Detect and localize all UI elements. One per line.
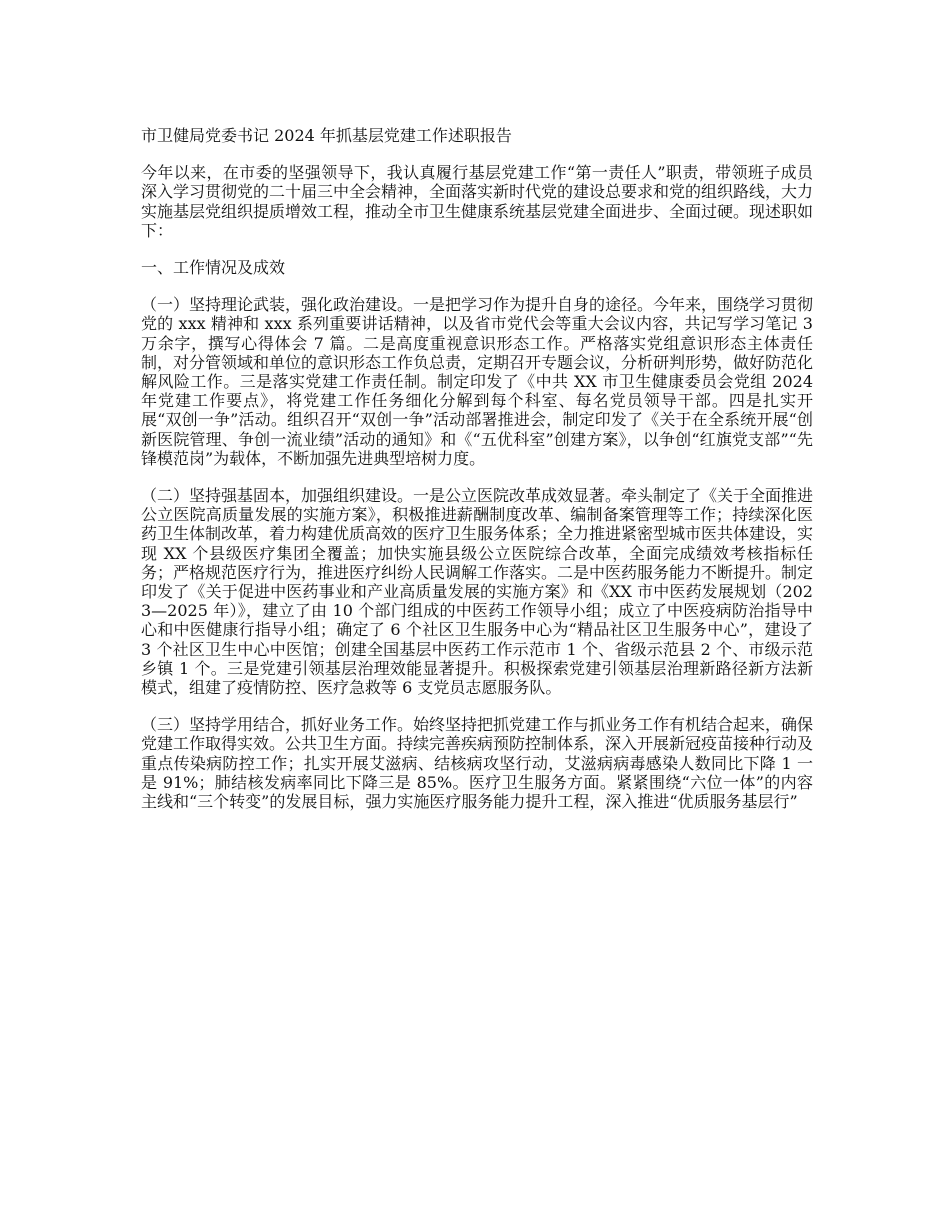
document-title: 市卫健局党委书记 2024 年抓基层党建工作述职报告 — [141, 126, 512, 145]
section-heading: 一、工作情况及成效 — [141, 258, 286, 278]
document-body — [141, 126, 813, 829]
paragraph-organization-building: （二）坚持强基固本，加强组织建设。一是公立医院改革成效显著。牵头制定了《关于全面推进公立医院高质量发展的实施方案》，积极推进薪酬制度改革、编制备案管理等工作；持续深化医药卫生体制改革，着力构建优质高效的医疗卫生服务体系；全力推进紧密型城市医共体建设，实现 XX 个县级医疗集团全覆盖；加快实施县级公立医院综合改革，全面完成绩效考核指标任务；严格规范医疗行为，推进医疗纠纷人民调解工作落实。二是中医药服务能力不断提升。制定印发了《关于促进中医药事业和产业高质量发展的实施方案》和《XX 市中医药发展规划（2023—2025 年）》，建立了由 10 个部门组成的中医药工作领导小组；成立了中医疫病防治指导中心和中医健康行指导小组；确定了 6 个社区卫生服务中心为“精品社区卫生服务中心”，建设了 3 个社区卫生中心中医馆；创建全国基层中医药工作示范市 1 个、省级示范县 2 个、市级示范乡镇 1 个。三是党建引领基层治理效能显著提升。积极探索党建引领基层治理新路径新方法新模式，组建了疫情防控、医疗急救等 6 支党员志愿服务队。 — [141, 486, 814, 698]
paragraph-theory-political-building: （一）坚持理论武装，强化政治建设。一是把学习作为提升自身的途径。今年来，围绕学习贯彻党的 xxx 精神和 xxx 系列重要讲话精神，以及省市党代会等重大会议内容，共记写学习笔记 3 万余字，撰写心得体会 7 篇。二是高度重视意识形态工作。严格落实党组意识形态主体责任制，对分管领域和单位的意识形态工作负总责，定期召开专题会议，分析研判形势，做好防范化解风险工作。三是落实党建工作责任制。制定印发了《中共 XX 市卫生健康委员会党组 2024 年党建工作要点》，将党建工作任务细化分解到每个科室、每名党员领导干部。四是扎实开展“双创一争”活动。组织召开“双创一争”活动部署推进会，制定印发了《关于在全系统开展“创新医院管理、争创一流业绩”活动的通知》和《“五优科室”创建方案》，以争创“红旗党支部”“先锋模范岗”为载体，不断加强先进典型培树力度。 — [141, 295, 814, 468]
paragraph-business-work: （三）坚持学用结合，抓好业务工作。始终坚持把抓党建工作与抓业务工作有机结合起来，确保党建工作取得实效。公共卫生方面。持续完善疾病预防控制体系，深入开展新冠疫苗接种行动及重点传染病防控工作；扎实开展艾滋病、结核病攻坚行动，艾滋病病毒感染人数同比下降 1 一是 91%；肺结核发病率同比下降三是 85%。医疗卫生服务方面。紧紧围绕“六位一体”的内容主线和“三个转变”的发展目标，强力实施医疗服务能力提升工程，深入推进“优质服务基层行” — [141, 715, 814, 812]
intro-paragraph: 今年以来，在市委的坚强领导下，我认真履行基层党建工作“第一责任人”职责，带领班子成员深入学习贯彻党的二十届三中全会精神，全面落实新时代党的建设总要求和党的组织路线，大力实施基层党组织提质增效工程，推动全市卫生健康系统基层党建全面进步、全面过硬。现述职如下： — [141, 163, 814, 240]
